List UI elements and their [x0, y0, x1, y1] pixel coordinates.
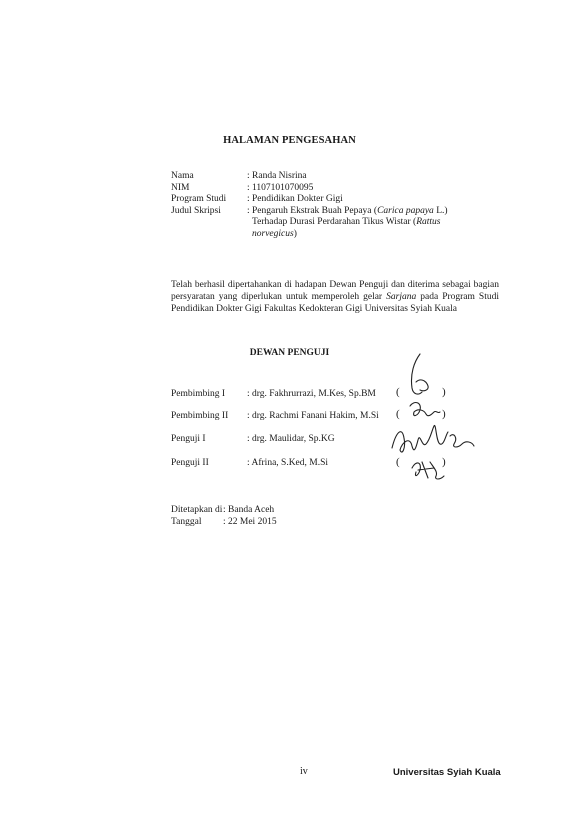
examiner-name: : drg. Fakhrurrazi, M.Kes, Sp.BM	[247, 389, 376, 399]
signature-4	[412, 462, 444, 479]
examiner-role: Pembimbing II	[171, 411, 229, 421]
thesis-title-value	[247, 206, 501, 241]
approval-statement: Telah berhasil dipertahankan di hadapan Dewan Penguji dan diterima sebagai bagian persyaratan yang diperlukan untuk memperoleh gelar Sarjana pada Program Studi Pendidikan Dokter Gigi Fakultas Kedokteran Gigi Universitas Syiah Kuala	[171, 280, 499, 314]
examiner-name: : Afrina, S.Ked, M.Si	[247, 458, 329, 468]
examiner-role: Penguji II	[171, 458, 209, 468]
signature-bracket-close: )	[442, 408, 446, 420]
place-row	[171, 505, 277, 517]
signature-bracket-open: (	[396, 408, 400, 420]
examiner-role: Pembimbing I	[171, 389, 226, 399]
name-label: Nama	[171, 171, 194, 181]
signature-bracket-close: )	[442, 386, 446, 398]
thesis-title-line1: : Pengaruh Ekstrak Buah Pepaya (Carica papaya L.)	[247, 205, 448, 216]
date-label: Tanggal	[171, 516, 202, 527]
examiner-name: : drg. Maulidar, Sp.KG	[247, 434, 335, 444]
thesis-title-line3: norvegicus)	[252, 228, 297, 239]
place-label: Ditetapkan di	[171, 505, 223, 515]
footer-university: Universitas Syiah Kuala	[393, 767, 501, 778]
date-row	[171, 517, 277, 529]
signature-2	[410, 403, 440, 416]
place-value: : Banda Aceh	[223, 505, 275, 515]
examiner-role: Penguji I	[171, 434, 206, 444]
program-value: : Pendidikan Dokter Gigi	[247, 194, 343, 204]
examiner-name: : drg. Rachmi Fanani Hakim, M.Si	[247, 411, 379, 421]
signature-bracket-open: (	[396, 456, 400, 468]
signature-3	[392, 425, 474, 452]
approval-details	[171, 505, 277, 528]
nim-label: NIM	[171, 182, 190, 193]
info-row-nim	[171, 183, 501, 195]
handwritten-signatures	[388, 352, 478, 492]
nim-value: : 1107101070095	[247, 182, 314, 193]
page-title: HALAMAN PENGESAHAN	[223, 135, 356, 146]
thesis-title-line2: Terhadap Durasi Perdarahan Tikus Wistar (Rattus	[252, 217, 441, 227]
info-row-thesis-title	[171, 206, 501, 241]
page-number: iv	[300, 766, 308, 777]
signature-bracket-close: )	[442, 456, 446, 468]
name-value: : Randa Nisrina	[247, 171, 307, 181]
signature-bracket-open: (	[396, 386, 400, 398]
signature-1	[411, 354, 428, 394]
program-label: Program Studi	[171, 194, 227, 204]
student-info	[171, 171, 501, 240]
board-title: DEWAN PENGUJI	[249, 348, 330, 358]
info-row-name	[171, 171, 501, 183]
date-value: : 22 Mei 2015	[223, 516, 277, 527]
info-row-program	[171, 194, 501, 206]
thesis-title-label: Judul Skripsi	[171, 205, 221, 216]
